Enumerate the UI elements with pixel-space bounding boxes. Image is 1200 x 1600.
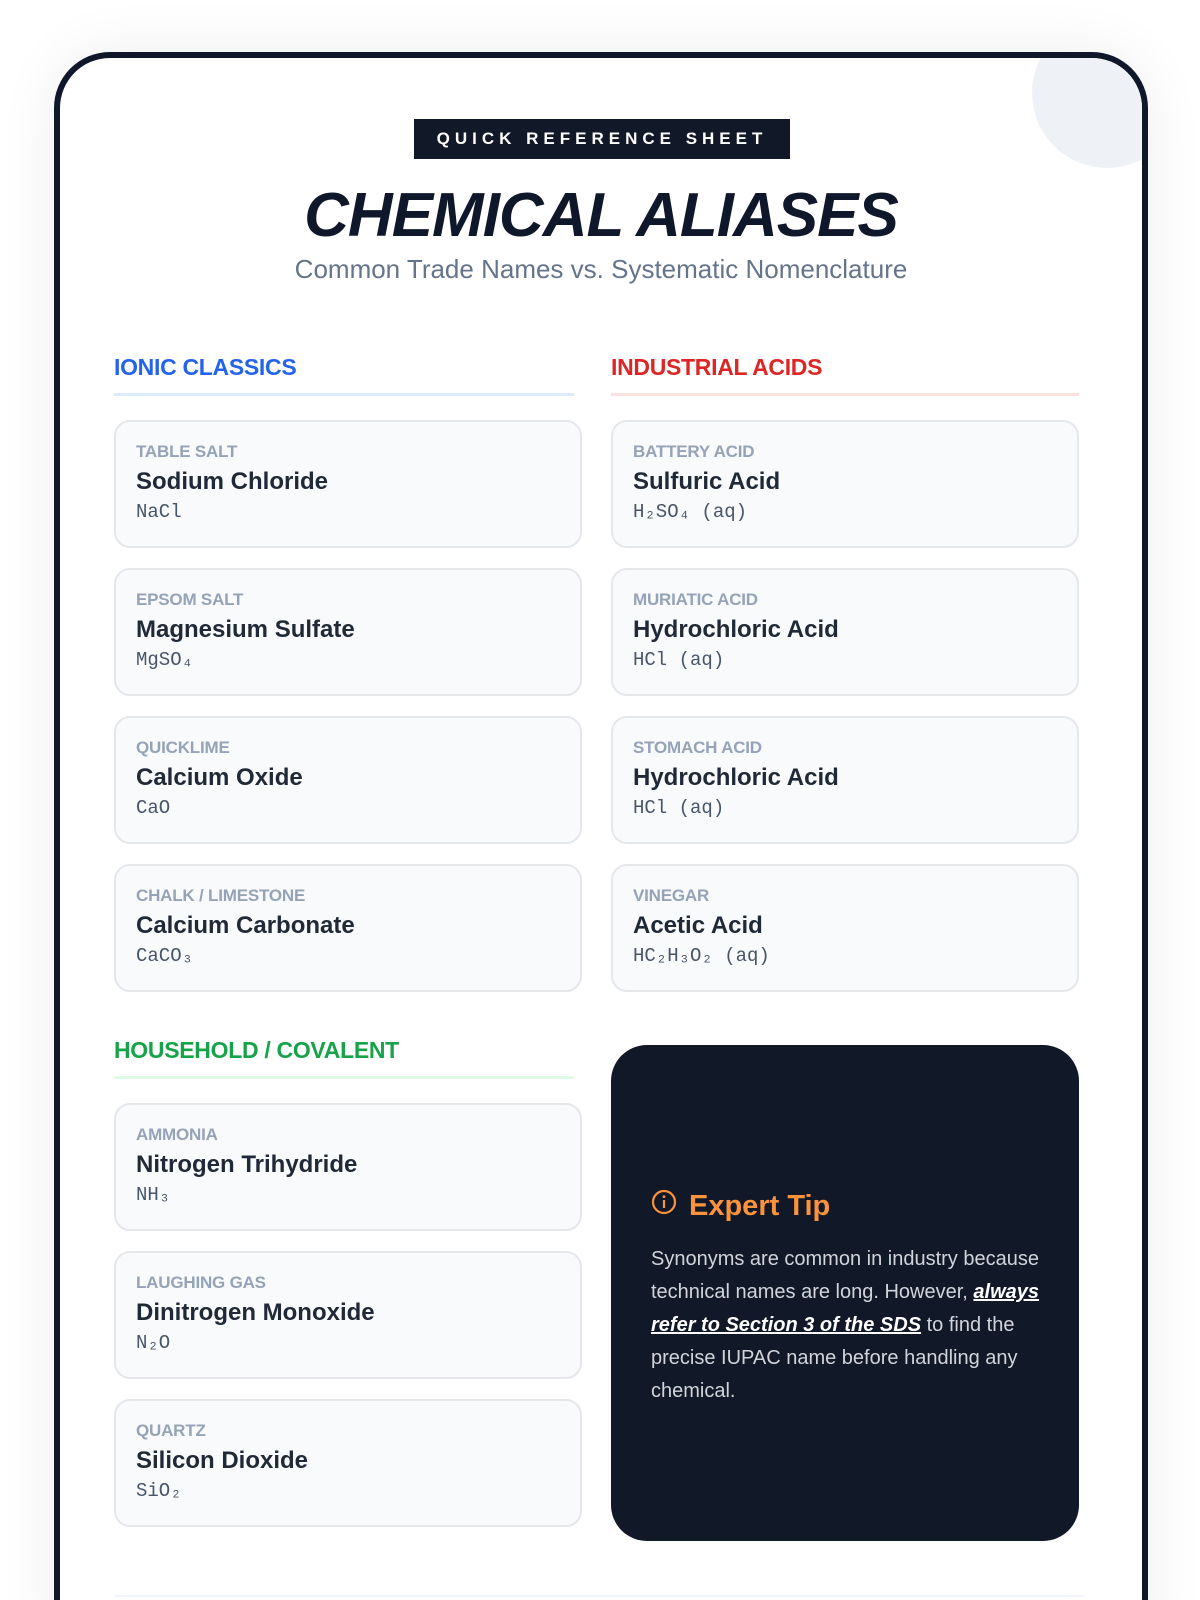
- systematic-name: Magnesium Sulfate: [136, 616, 355, 643]
- trade-name: QUARTZ: [136, 1421, 206, 1440]
- trade-name: MURIATIC ACID: [633, 590, 758, 609]
- compound-card: [611, 716, 1079, 844]
- chemical-formula: HCl (aq): [633, 649, 725, 671]
- corner-decoration: [1032, 52, 1148, 168]
- compound-card: [114, 1399, 582, 1527]
- tip-text: [651, 1243, 1039, 1408]
- systematic-name: Silicon Dioxide: [136, 1447, 309, 1474]
- systematic-name: Acetic Acid: [633, 912, 763, 939]
- systematic-name: Hydrochloric Acid: [633, 616, 839, 643]
- footer-divider: [114, 1595, 1084, 1597]
- trade-name: QUICKLIME: [136, 738, 230, 757]
- reference-sheet: [54, 52, 1148, 1600]
- compound-card: [114, 716, 582, 844]
- systematic-name: Hydrochloric Acid: [633, 764, 839, 791]
- tip-emphasis: always refer to Section 3 of the SDS: [651, 1281, 1040, 1336]
- compound-card: [611, 864, 1079, 992]
- compound-card: [114, 568, 582, 696]
- chemical-formula: SiO₂: [136, 1480, 182, 1502]
- systematic-name: Calcium Carbonate: [136, 912, 355, 939]
- tip-text-outro: to find the precise IUPAC name before handling any chemical.: [651, 1314, 1018, 1402]
- systematic-name: Sulfuric Acid: [633, 468, 781, 495]
- systematic-name: Calcium Oxide: [136, 764, 303, 791]
- expert-tip-box: [611, 1045, 1079, 1541]
- compound-card: [114, 1103, 582, 1231]
- chemical-formula: MgSO₄: [136, 649, 194, 671]
- chemical-formula: HCl (aq): [633, 797, 725, 819]
- systematic-name: Nitrogen Trihydride: [136, 1151, 358, 1178]
- chemical-formula: NaCl: [136, 501, 182, 523]
- systematic-name: Sodium Chloride: [136, 468, 328, 495]
- compound-card: [611, 420, 1079, 548]
- trade-name: LAUGHING GAS: [136, 1273, 266, 1292]
- trade-name: EPSOM SALT: [136, 590, 244, 609]
- section-title-household: HOUSEHOLD / COVALENT: [114, 1037, 574, 1079]
- trade-name: AMMONIA: [136, 1125, 218, 1144]
- compound-card: [114, 420, 582, 548]
- compound-card: [114, 1251, 582, 1379]
- header-tag: QUICK REFERENCE SHEET: [414, 119, 790, 159]
- section-title-acids: INDUSTRIAL ACIDS: [611, 354, 1079, 396]
- compound-card: [611, 568, 1079, 696]
- trade-name: VINEGAR: [633, 886, 710, 905]
- compound-card: [114, 864, 582, 992]
- tip-heading-row: [651, 1189, 1039, 1223]
- trade-name: CHALK / LIMESTONE: [136, 886, 306, 905]
- trade-name: BATTERY ACID: [633, 442, 755, 461]
- section-title-ionic: IONIC CLASSICS: [114, 354, 574, 396]
- chemical-formula: H₂SO₄ (aq): [633, 501, 748, 523]
- trade-name: TABLE SALT: [136, 442, 238, 461]
- chemical-formula: HC₂H₃O₂ (aq): [633, 945, 770, 967]
- info-circle-icon: [651, 1189, 677, 1223]
- chemical-formula: CaCO₃: [136, 945, 194, 967]
- page-title: CHEMICAL ALIASES: [304, 181, 898, 250]
- tip-heading: Expert Tip: [689, 1189, 831, 1222]
- chemical-formula: NH₃: [136, 1184, 171, 1206]
- systematic-name: Dinitrogen Monoxide: [136, 1299, 375, 1326]
- trade-name: STOMACH ACID: [633, 738, 762, 757]
- chemical-formula: CaO: [136, 797, 171, 819]
- chemical-formula: N₂O: [136, 1332, 171, 1354]
- page-subtitle: Common Trade Names vs. Systematic Nomenclature: [294, 254, 908, 284]
- tip-text-intro: Synonyms are common in industry because technical names are long. However,: [651, 1248, 1039, 1303]
